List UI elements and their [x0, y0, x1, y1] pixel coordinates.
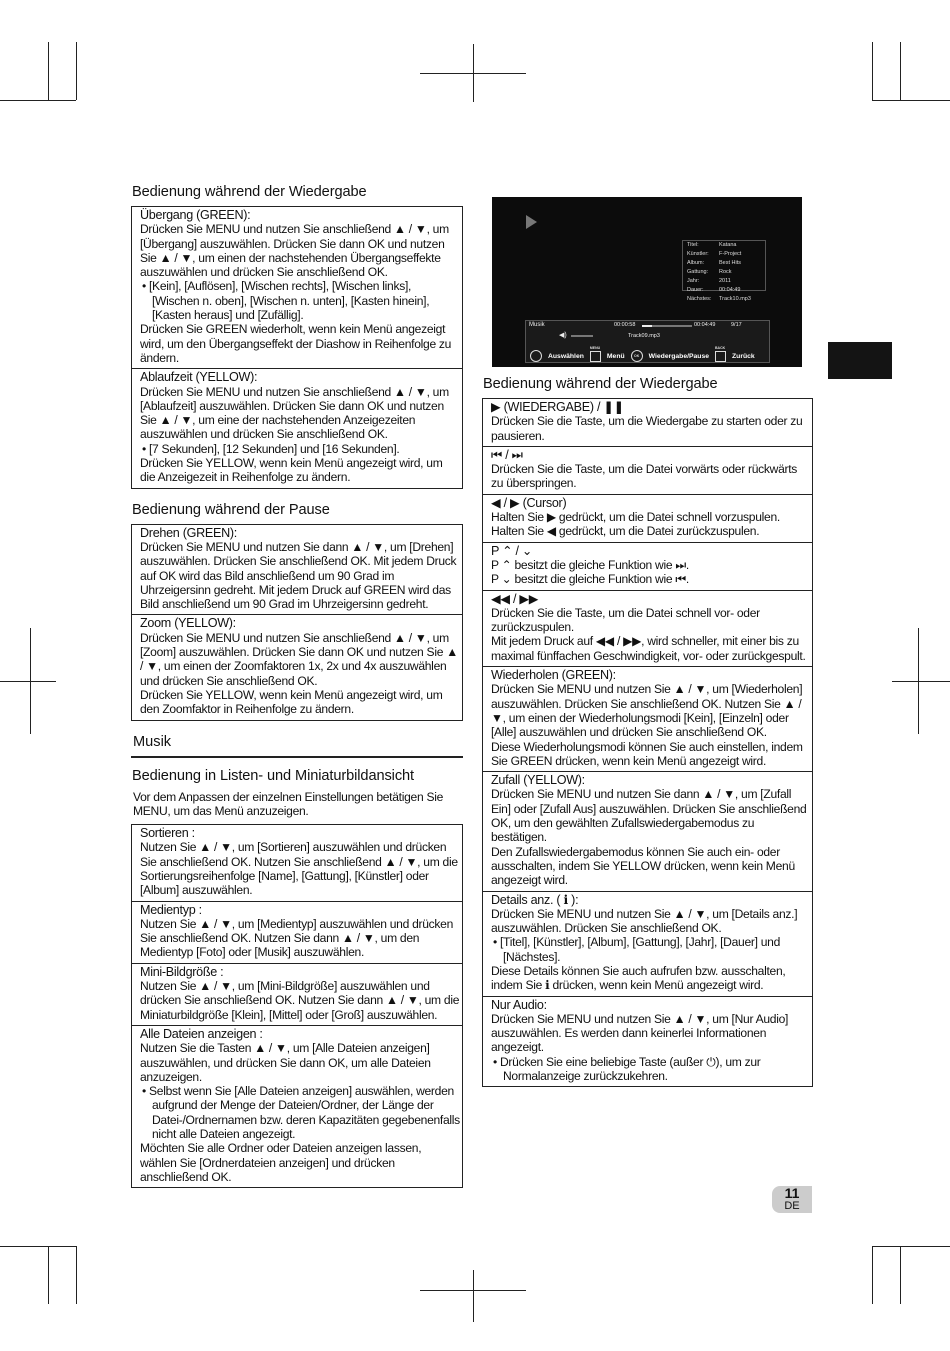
item-text: Nutzen Sie ▲ / ▼, um [Medientyp] auszuwählen und drücken Sie anschließend OK. Nutzen Sie dann ▲ / ▼, um den Medientyp [Foto] oder [Musik] auszuwählen. [140, 916, 454, 960]
item-text: Drücken Sie YELLOW, wenn kein Menü angezeigt wird, um den Zoomfaktor in Reihenfolge zu ändern. [140, 687, 443, 717]
item-title: Zufall (YELLOW): [491, 773, 585, 788]
item-title: ▶ (WIEDERGABE) / ❚❚ [491, 400, 624, 414]
item-bullet: • [Kein], [Auflösen], [Wischen rechts], [Wischen links], [Wischen n. oben], [Wischen n. unten], [Kasten hinein], [Kasten heraus] und [Zufällig]. [142, 279, 430, 323]
info-value: Katana [719, 242, 737, 248]
speaker-icon: ◀) [559, 332, 567, 339]
item-text: Nutzen Sie ▲ / ▼, um [Sortieren] auszuwählen und drücken Sie anschließend OK. Nutzen Sie anschließend ▲ / ▼, um die Sortierungsreihenfolge [Name], [Gattung], [Künstler] oder [Album] auszuwählen. [140, 840, 458, 898]
item-text: Drücken Sie MENU und nutzen Sie anschließend ▲ / ▼, um [Ablaufzeit] auszuwählen. Drücken Sie dann OK und nutzen Sie ▲ / ▼, um eine der nachstehenden Anzeigezeiten auszuwählen und drücken Sie anschließend OK. [140, 384, 449, 442]
table-cell [132, 902, 462, 964]
item-bullet: • [7 Sekunden], [12 Sekunden] und [16 Sekunden]. [142, 441, 400, 456]
page-number: 11 [784, 1185, 800, 1201]
item-title: P ⌃ / ⌄ [491, 543, 533, 558]
progress-bar [642, 325, 692, 327]
page-number-badge [772, 1186, 812, 1213]
intro-text: Vor dem Anpassen der einzelnen Einstellungen betätigen Sie MENU, um das Menü anzuzeigen. [133, 789, 444, 818]
info-key: Titel: [687, 242, 699, 248]
page-language: DE [784, 1200, 800, 1212]
crop-mark [76, 42, 77, 100]
item-text: Nutzen Sie die Tasten ▲ / ▼, um [Alle Dateien anzeigen] auszuwählen, und drücken Sie dann OK, um alle Dateien anzuzeigen. [140, 1041, 431, 1084]
info-value: 00:04:49 [719, 287, 741, 293]
item-title: ◀◀ / ▶▶ [491, 591, 539, 606]
crop-mark [76, 1246, 77, 1304]
item-title: ⏮ / ⏭ [491, 447, 523, 462]
crop-mark [900, 1246, 901, 1304]
bullet-text: [Kein], [Auflösen], [Wischen rechts], [Wischen links], [Wischen n. oben], [Wischen n. unten], [Kasten hinein], [Kasten heraus] und [Zufällig]. [149, 279, 430, 323]
progress-fill [642, 325, 652, 327]
info-value: Track10.mp3 [719, 296, 751, 302]
chapter-tab [828, 342, 892, 379]
crop-mark [0, 1246, 76, 1247]
info-row [683, 286, 765, 295]
item-text: P ⌄ besitzt die gleiche Funktion wie ⏮. [491, 572, 689, 587]
item-text: Drücken Sie MENU und nutzen Sie anschließend ▲ / ▼, um [Zoom] auszuwählen. Drücken Sie dann OK und nutzen Sie ▲ / ▼, um einen der Zoomfaktoren 1x, 2x und 4x auszuwählen und drücken Sie anschließend OK. [140, 630, 458, 688]
item-text: Drücken Sie die Taste, um die Wiedergabe zu starten oder zu pausieren. [491, 414, 803, 443]
crop-mark [0, 681, 56, 682]
item-title: Details anz. ( ℹ ): [491, 892, 579, 907]
crop-mark [872, 1246, 873, 1304]
item-text: Den Zufallswiedergabemodus können Sie auch ein- oder ausschalten, indem Sie YELLOW drücken, wenn kein Menü angezeigt wird. [491, 844, 795, 888]
table-cell [483, 591, 812, 667]
table-cell [483, 543, 812, 591]
right-column [482, 376, 813, 1100]
section-heading: Bedienung in Listen- und Miniaturbildansicht [132, 767, 414, 784]
bar-label: Musik [529, 322, 545, 328]
item-title: Ablaufzeit (YELLOW): [140, 370, 258, 385]
button-legend [530, 345, 755, 362]
item-title: Übergang (GREEN): [140, 208, 251, 222]
table-cell [483, 997, 812, 1087]
info-row [683, 259, 765, 268]
info-value: Rock [719, 269, 732, 275]
item-text: Drücken Sie MENU und nutzen Sie ▲ / ▼, um [Wiederholen] auszuwählen. Drücken Sie anschließend OK. Nutzen Sie ▲ / ▼, um einen der Wiederholungsmodi [Kein], [Einzeln] oder [Alle] auszuwählen und drücken Sie anschließend OK. [491, 682, 803, 740]
item-title: Mini-Bildgröße : [140, 964, 224, 979]
settings-table [131, 524, 463, 721]
ok-key-icon: OK [631, 350, 643, 362]
left-column [131, 184, 463, 1201]
info-row [683, 250, 765, 259]
item-title: Zoom (YELLOW): [140, 616, 236, 631]
table-cell [483, 772, 812, 891]
table-cell [132, 525, 462, 616]
menu-key-tag: MENU [589, 345, 601, 350]
item-text: Drücken Sie MENU und nutzen Sie anschließend ▲ / ▼, um [Übergang] auszuwählen. Drücken Sie dann OK und nutzen Sie ▲ / ▼, um einen der nachstehenden Übergangseffekte auszuwählen und drücken Sie anschließend OK. [140, 222, 449, 280]
item-bullet: • Selbst wenn Sie [Alle Dateien anzeigen] auswählen, werden aufgrund der Menge der Dateien/Ordner, der Länge der Datei-/Ordnernamen bzw. deren Kapazitäten gegebenenfalls nicht alle Dateien angezeigt. [142, 1084, 460, 1142]
bullet-text: [7 Sekunden], [12 Sekunden] und [16 Sekunden]. [149, 441, 400, 456]
item-title: ◀ / ▶ (Cursor) [491, 495, 567, 510]
table-cell [483, 495, 812, 543]
info-row [683, 268, 765, 277]
item-text: Halten Sie ▶ gedrückt, um die Datei schnell vorzuspulen. Halten Sie ◀ gedrückt, um die Datei zurückzuspulen. [491, 510, 780, 539]
item-text: Drücken Sie MENU und nutzen Sie ▲ / ▼, um [Details anz.] auszuwählen. Drücken Sie anschließend OK. [491, 906, 798, 936]
info-value: F-Project [719, 251, 742, 257]
crop-mark [892, 681, 950, 682]
bullet-text: [Titel], [Künstler], [Album], [Gattung], [Jahr], [Dauer] und [Nächstes]. [500, 935, 780, 964]
table-cell [132, 207, 462, 369]
elapsed-time: 00:00:58 [614, 322, 636, 328]
item-text: Nutzen Sie ▲ / ▼, um [Mini-Bildgröße] auszuwählen und drücken Sie anschließend OK. Nutzen Sie dann ▲ / ▼, um die Miniaturbildgröße [Klein], [Mittel] oder [Groß] auszuwählen. [140, 979, 460, 1022]
volume-bar [571, 335, 593, 337]
info-row [683, 295, 765, 304]
info-key: Künstler: [687, 251, 709, 257]
item-text: Drücken Sie YELLOW, wenn kein Menü angezeigt wird, um die Anzeigezeit in Reihenfolge zu ändern. [140, 456, 443, 485]
info-row [683, 277, 765, 286]
item-text: Möchten Sie alle Ordner oder Dateien anzeigen lassen, wählen Sie [Ordnerdateien anzeigen] und drücken anschließend OK. [140, 1141, 422, 1184]
item-text: Diese Details können Sie auch aufrufen bzw. ausschalten, indem Sie ℹ drücken, wenn kein Menü angezeigt wird. [491, 963, 786, 993]
item-text: Drücken Sie MENU und nutzen Sie ▲ / ▼, um [Nur Audio] auszuwählen. Es werden dann keinerlei Informationen angezeigt. [491, 1011, 789, 1055]
table-cell [132, 1026, 462, 1187]
crop-mark [872, 100, 950, 101]
crop-mark [30, 628, 31, 734]
bullet-text: Selbst wenn Sie [Alle Dateien anzeigen] auswählen, werden aufgrund der Menge der Dateien/Ordner, der Länge der Datei-/Ordnernamen bzw. deren Kapazitäten gegebenenfalls nicht alle Dateien angezeigt. [149, 1084, 460, 1142]
table-cell [483, 892, 812, 997]
crop-mark [872, 42, 873, 100]
table-cell [483, 399, 812, 447]
legend-select: Auswählen [548, 352, 584, 360]
info-row [683, 241, 765, 250]
item-text: Diese Wiederholungsmodi können Sie auch einstellen, indem Sie GREEN drücken, wenn kein Menü angezeigt wird. [491, 739, 803, 768]
info-key: Jahr: [687, 278, 700, 284]
table-cell [483, 447, 812, 495]
divider [131, 756, 463, 758]
play-icon [526, 215, 537, 229]
tv-screen-illustration [492, 197, 802, 367]
item-title: Wiederholen (GREEN): [491, 668, 616, 683]
back-key-tag: BACK [715, 345, 726, 350]
playback-bar [525, 320, 770, 363]
item-text: Drücken Sie GREEN wiederholt, wenn kein Menü angezeigt wird, um den Übergangseffekt der Diashow in Reihenfolge zu ändern. [140, 322, 452, 365]
legend-back: Zurück [732, 352, 755, 360]
table-cell [483, 667, 812, 772]
table-cell [132, 825, 462, 901]
item-title: Alle Dateien anzeigen : [140, 1026, 263, 1041]
crop-mark [473, 44, 474, 102]
crop-mark [0, 100, 76, 101]
item-bullet: • [Titel], [Künstler], [Album], [Gattung], [Jahr], [Dauer] und [Nächstes]. [493, 935, 780, 964]
section-heading: Bedienung während der Pause [132, 501, 330, 518]
table-cell [132, 615, 462, 719]
crop-mark [48, 1246, 49, 1304]
crop-mark [872, 1246, 950, 1247]
item-title: Nur Audio: [491, 997, 547, 1012]
table-cell [132, 964, 462, 1026]
details-panel [682, 240, 766, 302]
bullet-text: Drücken Sie eine beliebige Taste (außer ⏻), um zur Normalanzeige zurückzukehren. [500, 1054, 761, 1084]
section-heading: Bedienung während der Wiedergabe [483, 376, 718, 392]
info-key: Nächstes: [687, 296, 712, 302]
item-text: Mit jedem Druck auf ◀◀ / ▶▶, wird schneller, mit einer bis zu maximal fünffachen Geschwindigkeit, vor- oder zurückgespult. [491, 634, 806, 663]
item-title: Drehen (GREEN): [140, 525, 237, 540]
item-text: P ⌃ besitzt die gleiche Funktion wie ⏭. [491, 557, 689, 572]
track-name: Track09.mp3 [628, 333, 660, 339]
crop-mark [900, 42, 901, 100]
item-text: Drücken Sie MENU und nutzen Sie dann ▲ / ▼, um [Zufall Ein] oder [Zufall Aus] auszuwählen. Drücken Sie anschließend OK, um den gewählten Zufallswiedergabemodus zu bestätigen. [491, 787, 807, 845]
crop-mark [48, 42, 49, 100]
info-key: Gattung: [687, 269, 709, 275]
info-key: Dauer: [687, 287, 704, 293]
table-cell [132, 369, 462, 487]
legend-play: Wiedergabe/Pause [648, 352, 710, 360]
crop-mark [918, 628, 919, 734]
info-key: Album: [687, 260, 705, 266]
item-text: Drücken Sie die Taste, um die Datei vorwärts oder rückwärts zu überspringen. [491, 462, 798, 491]
info-value: 2011 [719, 278, 731, 284]
item-text: Drücken Sie die Taste, um die Datei schnell vor- oder zurückzuspulen. [491, 605, 760, 635]
info-value: Best Hits [719, 260, 742, 266]
back-key-icon [715, 345, 726, 362]
total-time: 00:04:49 [694, 322, 716, 328]
chapter-title: Musik [133, 733, 172, 750]
item-title: Medientyp : [140, 902, 202, 917]
menu-key-icon [589, 345, 601, 362]
track-count: 9/17 [731, 322, 742, 328]
settings-table [131, 824, 463, 1188]
dpad-icon [530, 350, 542, 362]
item-bullet: • Drücken Sie eine beliebige Taste (außer ⏻), um zur Normalanzeige zurückzukehren. [493, 1054, 761, 1084]
crop-mark [473, 1270, 474, 1322]
section-heading: Bedienung während der Wiedergabe [132, 184, 367, 200]
item-title: Sortieren : [140, 826, 195, 841]
legend-menu: Menü [606, 352, 625, 360]
settings-table [482, 398, 813, 1087]
item-text: Drücken Sie MENU und nutzen Sie dann ▲ / ▼, um [Drehen] auszuwählen. Drücken Sie anschließend OK. Mit jedem Druck auf OK wird das Bild anschließend um 90 Grad im Uhrzeigersinn gedreht. Mit jedem Druck auf GREEN wird das Bild anschließend um 90 Grad im Uhrzeigersinn gedreht. [140, 539, 457, 612]
settings-table [131, 206, 463, 489]
